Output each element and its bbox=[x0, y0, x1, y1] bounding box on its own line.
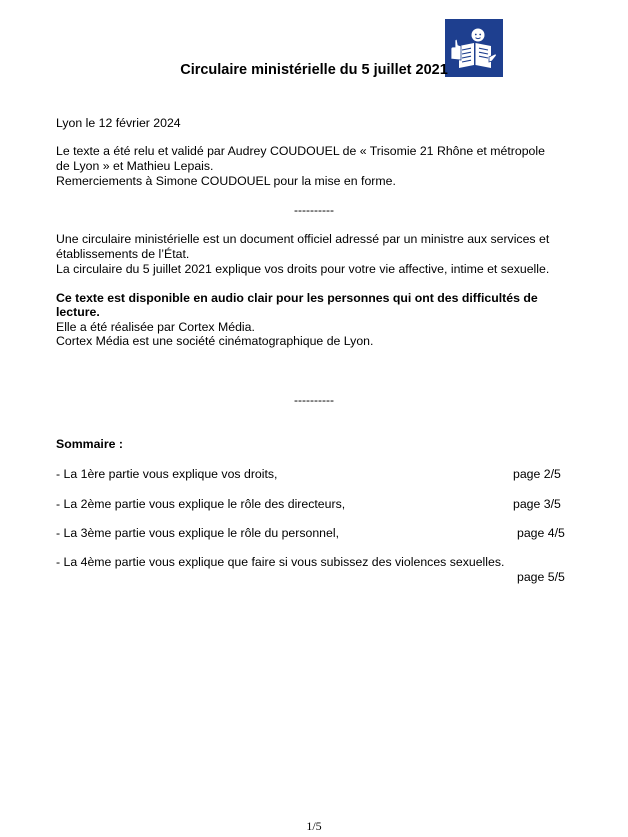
audio-notice-line: Ce texte est disponible en audio clair pour les personnes qui ont des difficultés de bbox=[56, 291, 538, 305]
summary-item-page: page 4/5 bbox=[517, 526, 565, 540]
credits-line: de Lyon » et Mathieu Lepais. bbox=[56, 159, 214, 173]
page-title: Circulaire ministérielle du 5 juillet 2021 bbox=[180, 62, 448, 78]
production-line: Elle a été réalisée par Cortex Média. bbox=[56, 320, 255, 334]
page-number: 1/5 bbox=[306, 819, 322, 833]
summary-item-page: page 3/5 bbox=[513, 497, 561, 511]
summary-item-page: page 5/5 bbox=[517, 570, 565, 584]
summary-item: - La 4ème partie vous explique que faire si vous subissez des violences sexuelles. bbox=[56, 555, 505, 569]
separator: ---------- bbox=[294, 393, 334, 407]
summary-item-page: page 2/5 bbox=[513, 467, 561, 481]
intro-line: La circulaire du 5 juillet 2021 explique vos droits pour votre vie affective, intime et sexuelle. bbox=[56, 262, 550, 276]
summary-item: - La 3ème partie vous explique le rôle du personnel, bbox=[56, 526, 340, 540]
separator: ---------- bbox=[294, 203, 334, 217]
summary-heading: Sommaire : bbox=[56, 437, 123, 451]
summary-item: - La 1ère partie vous explique vos droits, bbox=[56, 467, 278, 481]
date-line: Lyon le 12 février 2024 bbox=[56, 116, 181, 130]
credits-line: Remerciements à Simone COUDOUEL pour la mise en forme. bbox=[56, 174, 396, 188]
intro-line: Une circulaire ministérielle est un document officiel adressé par un ministre aux services et bbox=[56, 232, 550, 246]
production-line: Cortex Média est une société cinématographique de Lyon. bbox=[56, 334, 374, 348]
intro-line: établissements de l’État. bbox=[56, 247, 190, 261]
audio-notice-line: lecture. bbox=[56, 305, 100, 319]
credits-line: Le texte a été relu et validé par Audrey COUDOUEL de « Trisomie 21 Rhône et métropole bbox=[56, 144, 545, 158]
summary-item: - La 2ème partie vous explique le rôle des directeurs, bbox=[56, 497, 346, 511]
